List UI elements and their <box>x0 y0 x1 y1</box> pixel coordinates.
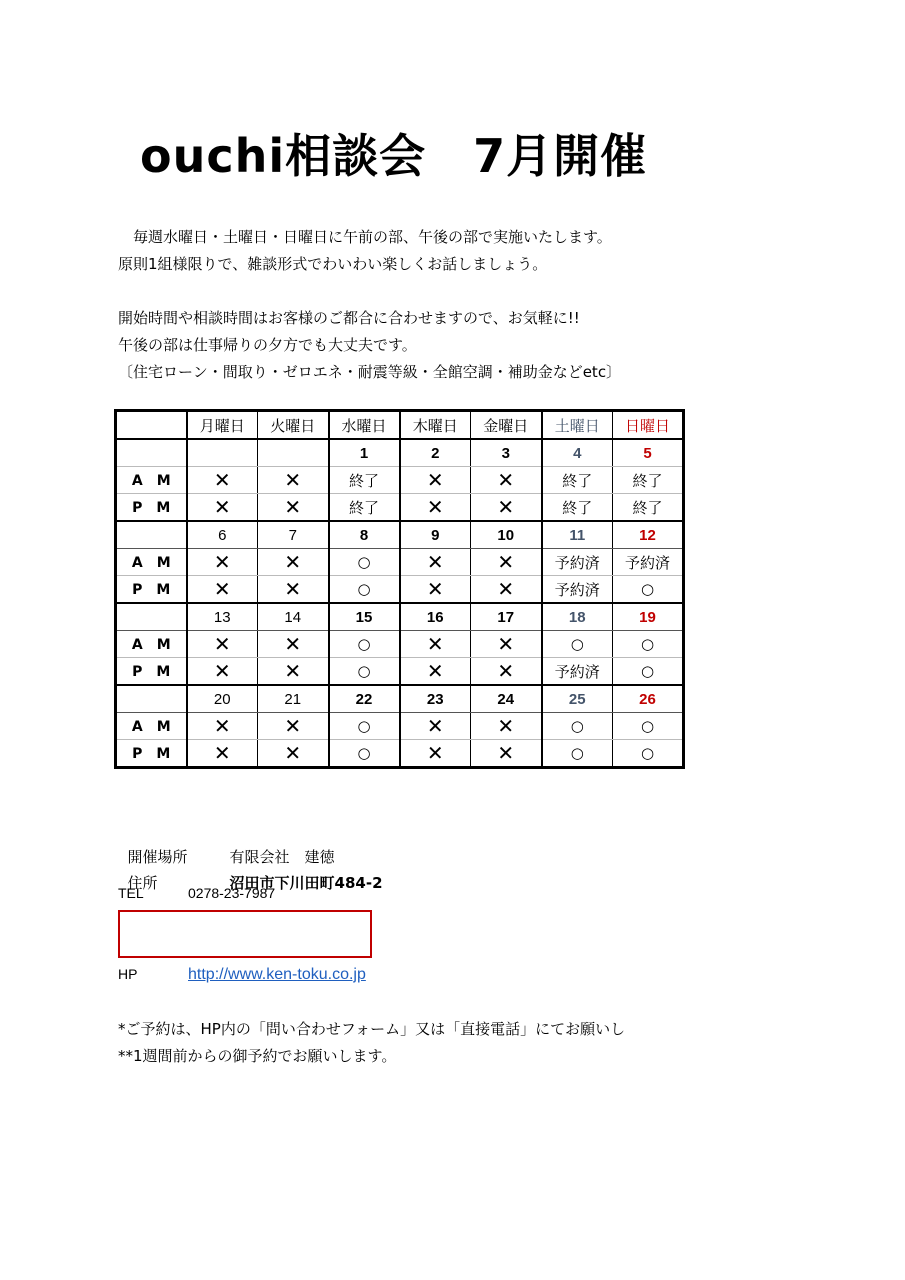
slot-cell: ✕ <box>187 740 258 768</box>
date-row-label <box>116 521 187 549</box>
date-cell: 7 <box>258 521 329 549</box>
slot-cell: ✕ <box>187 713 258 740</box>
date-row <box>116 685 684 713</box>
pm-row <box>116 658 684 686</box>
slot-cell: ✕ <box>258 658 329 686</box>
slot-cell: ✕ <box>187 467 258 494</box>
date-row-label <box>116 439 187 467</box>
slot-cell: 予約済 <box>542 549 613 576</box>
date-cell <box>258 439 329 467</box>
date-cell: 16 <box>400 603 471 631</box>
date-cell: 26 <box>613 685 684 713</box>
slot-cell: 終了 <box>613 467 684 494</box>
am-label: A M <box>116 713 187 740</box>
note-line: **1週間前からの御予約でお願いします。 <box>118 1047 397 1065</box>
date-row <box>116 521 684 549</box>
header-corner <box>116 411 187 440</box>
venue-label: 開催場所 <box>127 848 188 866</box>
slot-cell: ✕ <box>400 631 471 658</box>
slot-cell: ✕ <box>400 494 471 522</box>
slot-cell: ○ <box>613 740 684 768</box>
date-cell: 14 <box>258 603 329 631</box>
slot-cell: ✕ <box>258 631 329 658</box>
date-row <box>116 603 684 631</box>
slot-cell: ○ <box>329 631 400 658</box>
slot-cell: ✕ <box>471 494 542 522</box>
address-label: 住所 <box>127 874 158 892</box>
date-cell: 8 <box>329 521 400 549</box>
date-cell: 11 <box>542 521 613 549</box>
date-cell: 24 <box>471 685 542 713</box>
slot-cell: 終了 <box>329 467 400 494</box>
slot-cell: ○ <box>329 658 400 686</box>
slot-cell: ○ <box>613 576 684 604</box>
day-header: 金曜日 <box>471 411 542 440</box>
slot-cell: ✕ <box>187 658 258 686</box>
slot-cell: ✕ <box>187 576 258 604</box>
reservation-notes <box>118 1016 625 1070</box>
am-row <box>116 549 684 576</box>
address-value: 沼田市下川田町484-2 <box>229 874 383 892</box>
date-cell: 13 <box>187 603 258 631</box>
slot-cell: ✕ <box>400 740 471 768</box>
slot-cell: 終了 <box>613 494 684 522</box>
date-cell: 22 <box>329 685 400 713</box>
date-cell: 6 <box>187 521 258 549</box>
slot-cell: ✕ <box>471 658 542 686</box>
slot-cell: ○ <box>542 631 613 658</box>
am-row <box>116 467 684 494</box>
am-row <box>116 631 684 658</box>
highlight-box <box>118 910 372 958</box>
page-title: ouchi相談会 7月開催 <box>140 129 648 183</box>
slot-cell: 予約済 <box>542 576 613 604</box>
schedule-calendar <box>114 409 685 769</box>
slot-cell: ○ <box>329 713 400 740</box>
date-cell: 19 <box>613 603 684 631</box>
day-header: 日曜日 <box>613 411 684 440</box>
slot-cell: ✕ <box>400 576 471 604</box>
slot-cell: ✕ <box>258 494 329 522</box>
slot-cell: 予約済 <box>613 549 684 576</box>
date-cell: 15 <box>329 603 400 631</box>
date-cell: 21 <box>258 685 329 713</box>
slot-cell: ✕ <box>187 494 258 522</box>
slot-cell: 終了 <box>542 494 613 522</box>
am-row <box>116 713 684 740</box>
date-cell: 1 <box>329 439 400 467</box>
slot-cell: ✕ <box>471 576 542 604</box>
slot-cell: ✕ <box>471 549 542 576</box>
date-cell: 17 <box>471 603 542 631</box>
day-header: 火曜日 <box>258 411 329 440</box>
am-label: A M <box>116 631 187 658</box>
slot-cell: ✕ <box>400 713 471 740</box>
intro-line: 午後の部は仕事帰りの夕方でも大丈夫です。 <box>118 336 417 354</box>
slot-cell: ✕ <box>258 549 329 576</box>
date-cell <box>187 439 258 467</box>
tel-value: 0278-23-7987 <box>188 885 276 901</box>
slot-cell: ✕ <box>471 467 542 494</box>
intro-line: 毎週水曜日・土曜日・日曜日に午前の部、午後の部で実施いたします。 <box>118 228 612 246</box>
tel-row <box>118 885 275 901</box>
slot-cell: ✕ <box>258 576 329 604</box>
slot-cell: ○ <box>329 576 400 604</box>
slot-cell: ✕ <box>471 631 542 658</box>
am-label: A M <box>116 549 187 576</box>
hp-row <box>118 966 366 984</box>
slot-cell: ○ <box>329 549 400 576</box>
slot-cell: ✕ <box>187 549 258 576</box>
day-header: 土曜日 <box>542 411 613 440</box>
intro-text <box>118 224 621 386</box>
date-cell: 23 <box>400 685 471 713</box>
slot-cell: ✕ <box>471 713 542 740</box>
slot-cell: ✕ <box>258 467 329 494</box>
slot-cell: 予約済 <box>542 658 613 686</box>
date-cell: 5 <box>613 439 684 467</box>
slot-cell: ✕ <box>400 549 471 576</box>
slot-cell: ✕ <box>187 631 258 658</box>
slot-cell: 終了 <box>542 467 613 494</box>
calendar-header-row <box>116 411 684 440</box>
slot-cell: ✕ <box>258 713 329 740</box>
slot-cell: ✕ <box>471 740 542 768</box>
slot-cell: ○ <box>613 658 684 686</box>
date-cell: 12 <box>613 521 684 549</box>
slot-cell: ○ <box>542 713 613 740</box>
pm-row <box>116 740 684 768</box>
hp-label: HP <box>118 966 138 982</box>
date-row <box>116 439 684 467</box>
am-label: A M <box>116 467 187 494</box>
slot-cell: ○ <box>613 631 684 658</box>
day-header: 水曜日 <box>329 411 400 440</box>
date-cell: 10 <box>471 521 542 549</box>
slot-cell: ✕ <box>400 467 471 494</box>
date-row-label <box>116 685 187 713</box>
pm-row <box>116 576 684 604</box>
date-cell: 2 <box>400 439 471 467</box>
date-cell: 3 <box>471 439 542 467</box>
date-cell: 4 <box>542 439 613 467</box>
pm-label: P M <box>116 576 187 604</box>
tel-label: TEL <box>118 885 144 901</box>
pm-label: P M <box>116 494 187 522</box>
slot-cell: ○ <box>542 740 613 768</box>
date-cell: 18 <box>542 603 613 631</box>
intro-line: 開始時間や相談時間はお客様のご都合に合わせますので、お気軽に!! <box>118 309 580 327</box>
slot-cell: ✕ <box>400 658 471 686</box>
homepage-link[interactable]: http://www.ken-toku.co.jp <box>188 966 366 983</box>
pm-row <box>116 494 684 522</box>
slot-cell: ○ <box>613 713 684 740</box>
pm-label: P M <box>116 740 187 768</box>
day-header: 木曜日 <box>400 411 471 440</box>
intro-line: 〔住宅ローン・間取り・ゼロエネ・耐震等級・全館空調・補助金などetc〕 <box>118 363 622 381</box>
intro-line: 原則1組様限りで、雑談形式でわいわい楽しくお話しましょう。 <box>118 255 548 273</box>
slot-cell: ○ <box>329 740 400 768</box>
date-cell: 9 <box>400 521 471 549</box>
note-line: *ご予約は、HP内の「問い合わせフォーム」又は「直接電話」にてお願いし <box>118 1020 626 1038</box>
venue-value: 有限会社 建徳 <box>229 848 335 866</box>
date-row-label <box>116 603 187 631</box>
slot-cell: 終了 <box>329 494 400 522</box>
slot-cell: ✕ <box>258 740 329 768</box>
date-cell: 20 <box>187 685 258 713</box>
date-cell: 25 <box>542 685 613 713</box>
pm-label: P M <box>116 658 187 686</box>
day-header: 月曜日 <box>187 411 258 440</box>
